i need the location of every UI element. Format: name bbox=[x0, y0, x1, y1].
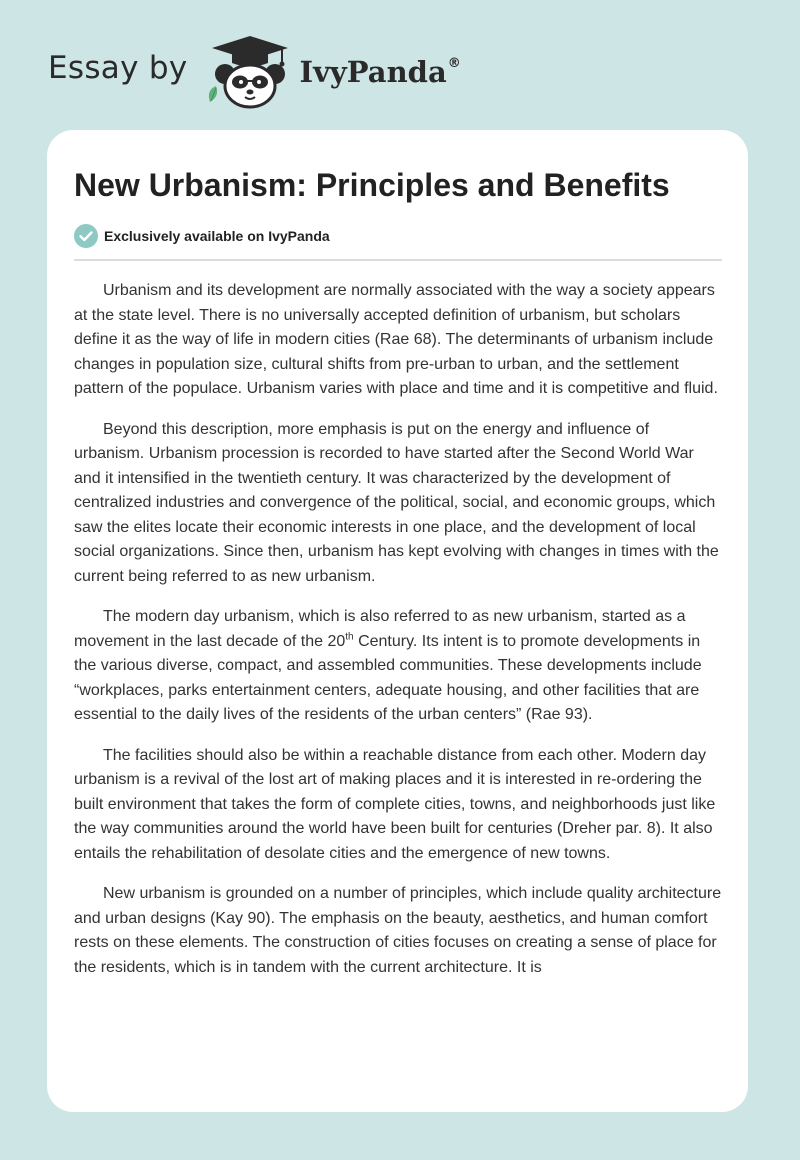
brand-prefix: Essay by bbox=[48, 49, 188, 86]
paragraph-text: Century. Its intent is to promote developments in the various diverse, compact, and assembled communities. These developments include “workplaces, parks entertainment centers, adequate housing, and other facilities that are essential to the daily lives of the residents of the urban centers” (Rae 93). bbox=[74, 632, 702, 723]
essay-body bbox=[74, 279, 722, 980]
panda-graduate-icon bbox=[202, 30, 298, 110]
paragraph-text: The modern day urbanism, which is also referred to as new urbanism, started as a movement in the last decade of the 20 bbox=[74, 608, 686, 650]
paragraph: New urbanism is grounded on a number of principles, which include quality architecture and urban designs (Kay 90). The emphasis on the beauty, aesthetics, and human comfort rests on these elements. The construction of cities focuses on creating a sense of place for the residents, which is in tandem with the current architecture. It is bbox=[74, 885, 722, 976]
registered-mark: ® bbox=[447, 56, 461, 72]
paragraph: The facilities should also be within a reachable distance from each other. Modern day urbanism is a revival of the lost art of making places and it is interested in re-ordering the built environment that takes the form of complete cities, towns, and neighborhoods just like the way communities around the world have been built for centuries (Dreher par. 8). It also entails the rehabilitation of desolate cities and the emergence of new towns. bbox=[74, 746, 716, 862]
essay-title: New Urbanism: Principles and Benefits bbox=[74, 167, 670, 203]
paragraph: Urbanism and its development are normally associated with the way a society appears at the state level. There is no universally accepted definition of urbanism, but scholars define it as the way of life in modern cities (Rae 68). The determinants of urbanism include changes in population size, cultural shifts from pre-urban to urban, and the settlement pattern of the populace. Urbanism varies with place and time and it is competitive and fluid. bbox=[74, 282, 718, 397]
divider bbox=[74, 259, 722, 261]
site-header-logo[interactable] bbox=[48, 30, 461, 110]
essay-card bbox=[47, 130, 748, 1112]
paragraph bbox=[74, 605, 722, 728]
superscript: th bbox=[345, 631, 354, 643]
brand-name: IvyPanda® bbox=[299, 55, 461, 89]
exclusive-badge bbox=[74, 222, 722, 250]
badge-text: Exclusively available on IvyPanda bbox=[104, 228, 330, 244]
check-circle-icon bbox=[74, 224, 98, 248]
paragraph: Beyond this description, more emphasis is put on the energy and influence of urbanism. Urbanism procession is recorded to have started after the Second World War and it intensified in the twentieth century. It was characterized by the development of centralized industries and convergence of the political, social, and economic groups, which saw the elites locate their economic interests in one place, and the development of local social organizations. Since then, urbanism has kept evolving with changes in times with the current being referred to as new urbanism. bbox=[74, 420, 719, 585]
